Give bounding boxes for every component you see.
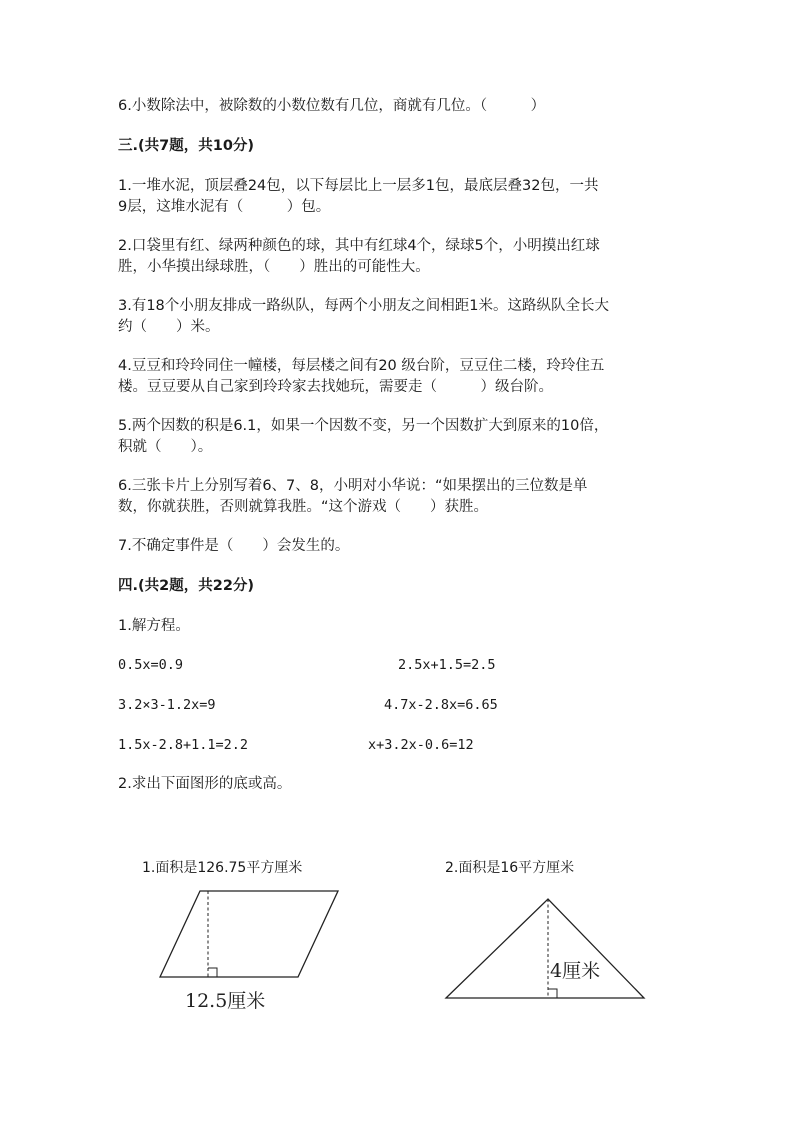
figure-caption: 2.面积是16平方厘米 (445, 860, 575, 876)
question-text: 数，你就获胜，否则就算我胜。“这个游戏（ ）获胜。 (118, 499, 489, 515)
section-heading: 三.(共7题，共10分) (118, 138, 255, 154)
question-text: 2.求出下面图形的底或高。 (118, 776, 292, 792)
parallelogram-figure (150, 885, 350, 1015)
question-text: 6.小数除法中，被除数的小数位数有几位，商就有几位。（ ） (118, 98, 546, 114)
question-text: 1.一堆水泥，顶层叠24包，以下每层比上一层多1包，最底层叠32包，一共 (118, 178, 599, 194)
question-text: 3.有18个小朋友排成一路纵队，每两个小朋友之间相距1米。这路纵队全长大 (118, 298, 610, 314)
equation: 3.2×3-1.2x=9 (118, 697, 216, 713)
height-label: 4厘米 (550, 960, 601, 982)
question-text: 积就（ ）。 (118, 439, 213, 455)
question-text: 5.两个因数的积是6.1，如果一个因数不变，另一个因数扩大到原来的10倍， (118, 418, 609, 434)
question-text: 6.三张卡片上分别写着6、7、8，小明对小华说：“如果摆出的三位数是单 (118, 478, 588, 494)
base-label: 12.5厘米 (185, 990, 266, 1012)
equation: 1.5x-2.8+1.1=2.2 (118, 737, 249, 753)
question-text: 楼。豆豆要从自己家到玲玲家去找她玩，需要走（ ）级台阶。 (118, 379, 553, 395)
section-heading: 四.(共2题，共22分) (118, 578, 255, 594)
question-text: 4.豆豆和玲玲同住一幢楼，每层楼之间有20 级台阶，豆豆住二楼，玲玲住五 (118, 358, 605, 374)
figure-caption: 1.面积是126.75平方厘米 (142, 860, 303, 876)
question-text: 9层，这堆水泥有（ ）包。 (118, 199, 331, 215)
equation: x+3.2x-0.6=12 (368, 737, 474, 753)
question-text: 1.解方程。 (118, 618, 190, 634)
equation: 0.5x=0.9 (118, 657, 184, 673)
question-text: 7.不确定事件是（ ）会发生的。 (118, 538, 350, 554)
question-text: 约（ ）米。 (118, 319, 220, 335)
triangle-figure (440, 893, 660, 1018)
equation: 4.7x-2.8x=6.65 (384, 697, 498, 713)
question-text: 胜，小华摸出绿球胜，（ ）胜出的可能性大。 (118, 259, 430, 275)
question-text: 2.口袋里有红、绿两种颜色的球，其中有红球4个，绿球5个，小明摸出红球 (118, 238, 600, 254)
equation: 2.5x+1.5=2.5 (398, 657, 496, 673)
